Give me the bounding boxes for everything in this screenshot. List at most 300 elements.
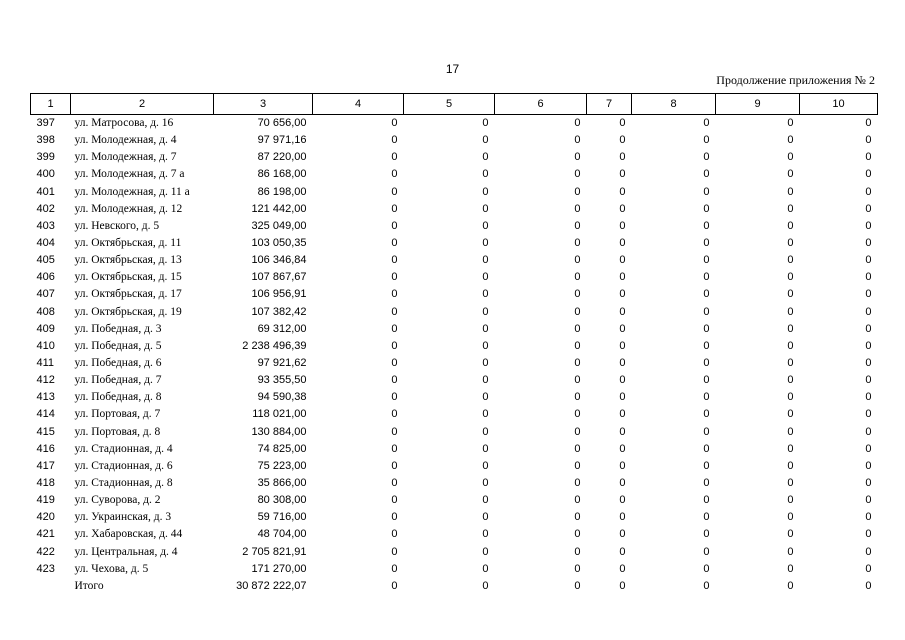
address-cell: ул. Молодежная, д. 4 xyxy=(74,134,177,147)
value-cell-col10: 0 xyxy=(865,511,872,524)
value-cell-col8: 0 xyxy=(703,271,710,284)
table-row xyxy=(31,115,878,133)
value-cell-col4: 0 xyxy=(391,151,398,164)
value-cell-col6: 0 xyxy=(574,271,581,284)
value-cell-col10: 0 xyxy=(865,374,872,387)
value-cell-col5: 0 xyxy=(482,271,489,284)
value-cell-col10: 0 xyxy=(865,442,872,455)
value-cell-col7: 0 xyxy=(619,459,626,472)
value-cell-col6: 0 xyxy=(574,494,581,507)
value-cell-col7: 0 xyxy=(619,528,626,541)
value-cell-col10: 0 xyxy=(865,425,872,438)
value-cell-col5: 0 xyxy=(482,305,489,318)
value-cell-col3: 121 442,00 xyxy=(251,202,307,215)
value-cell-col6: 0 xyxy=(574,185,581,198)
value-cell-col6: 0 xyxy=(574,219,581,232)
total-row xyxy=(31,578,878,595)
value-cell-col4: 0 xyxy=(391,202,398,215)
table-row xyxy=(31,338,878,355)
table-row xyxy=(31,561,878,578)
address-cell: ул. Победная, д. 3 xyxy=(74,322,162,335)
address-cell: ул. Молодежная, д. 12 xyxy=(74,202,183,215)
column-header-2: 2 xyxy=(71,94,214,115)
table-row xyxy=(31,321,878,338)
row-number: 399 xyxy=(36,151,55,164)
value-cell-col9: 0 xyxy=(787,305,794,318)
value-cell-col9: 0 xyxy=(787,185,794,198)
value-cell-col4: 0 xyxy=(391,374,398,387)
appendix-caption: Продолжение приложения № 2 xyxy=(716,73,875,87)
value-cell-col5: 0 xyxy=(482,391,489,404)
row-number: 407 xyxy=(36,288,55,301)
table-row xyxy=(31,286,878,303)
address-cell: ул. Портовая, д. 8 xyxy=(74,425,161,438)
address-cell: ул. Октябрьская, д. 13 xyxy=(74,254,182,267)
value-cell-col4: 0 xyxy=(391,511,398,524)
address-cell: ул. Невского, д. 5 xyxy=(74,219,160,232)
value-cell-col3: 97 921,62 xyxy=(257,357,307,370)
value-cell-col3: 80 308,00 xyxy=(257,494,307,507)
value-cell-col6: 0 xyxy=(574,459,581,472)
value-cell-col4: 0 xyxy=(391,459,398,472)
value-cell-col4: 0 xyxy=(391,528,398,541)
row-number: 416 xyxy=(36,442,55,455)
value-cell-col5: 0 xyxy=(482,545,489,558)
value-cell-col5: 0 xyxy=(482,219,489,232)
value-cell-col4: 0 xyxy=(391,117,398,130)
value-cell-col4: 0 xyxy=(391,579,398,592)
address-cell: ул. Победная, д. 7 xyxy=(74,374,162,387)
value-cell-col10: 0 xyxy=(865,305,872,318)
value-cell-col6: 0 xyxy=(574,151,581,164)
value-cell-col9: 0 xyxy=(787,219,794,232)
value-cell-col8: 0 xyxy=(703,322,710,335)
value-cell-col8: 0 xyxy=(703,391,710,404)
value-cell-col4: 0 xyxy=(391,425,398,438)
row-number: 403 xyxy=(36,219,55,232)
table-row xyxy=(31,166,878,183)
address-cell: ул. Победная, д. 8 xyxy=(74,391,162,404)
value-cell-col10: 0 xyxy=(865,322,872,335)
value-cell-col10: 0 xyxy=(865,117,872,130)
value-cell-col6: 0 xyxy=(574,322,581,335)
address-cell: ул. Молодежная, д. 7 а xyxy=(74,168,185,181)
table-row xyxy=(31,355,878,372)
row-number: 417 xyxy=(36,459,55,472)
value-cell-col9: 0 xyxy=(787,271,794,284)
value-cell-col3: 87 220,00 xyxy=(257,151,307,164)
value-cell-col7: 0 xyxy=(619,134,626,147)
table-body xyxy=(31,115,878,595)
value-cell-col3: 171 270,00 xyxy=(251,562,307,575)
value-cell-col5: 0 xyxy=(482,562,489,575)
value-cell-col6: 0 xyxy=(574,339,581,352)
value-cell-col4: 0 xyxy=(391,185,398,198)
value-cell-col3: 107 382,42 xyxy=(251,305,307,318)
value-cell-col9: 0 xyxy=(787,288,794,301)
table-row xyxy=(31,458,878,475)
value-cell-col10: 0 xyxy=(865,237,872,250)
value-cell-col3: 86 198,00 xyxy=(257,185,307,198)
address-cell: ул. Молодежная, д. 11 а xyxy=(74,185,190,198)
value-cell-col9: 0 xyxy=(787,459,794,472)
row-number: 402 xyxy=(36,202,55,215)
value-cell-col7: 0 xyxy=(619,117,626,130)
value-cell-col3: 2 705 821,91 xyxy=(242,545,307,558)
value-cell-col3: 106 346,84 xyxy=(251,254,307,267)
value-cell-col3: 93 355,50 xyxy=(257,374,307,387)
row-number: 411 xyxy=(36,357,55,370)
row-number: 413 xyxy=(36,391,55,404)
table-row xyxy=(31,492,878,509)
value-cell-col3: 325 049,00 xyxy=(251,219,307,232)
value-cell-col9: 0 xyxy=(787,322,794,335)
column-header-1: 1 xyxy=(31,94,71,115)
address-cell: ул. Стадионная, д. 4 xyxy=(74,442,173,455)
row-number: 410 xyxy=(36,339,55,352)
value-cell-col10: 0 xyxy=(865,391,872,404)
value-cell-col4: 0 xyxy=(391,442,398,455)
row-number: 406 xyxy=(36,271,55,284)
value-cell-col6: 0 xyxy=(574,545,581,558)
value-cell-col4: 0 xyxy=(391,168,398,181)
address-cell: ул. Портовая, д. 7 xyxy=(74,408,161,421)
address-cell: ул. Суворова, д. 2 xyxy=(74,494,161,507)
value-cell-col9: 0 xyxy=(787,237,794,250)
row-number: 412 xyxy=(36,374,55,387)
value-cell-col8: 0 xyxy=(703,134,710,147)
value-cell-col6: 0 xyxy=(574,134,581,147)
row-number: 401 xyxy=(36,185,55,198)
value-cell-col7: 0 xyxy=(619,168,626,181)
value-cell-col3: 107 867,67 xyxy=(251,271,307,284)
value-cell-col9: 0 xyxy=(787,528,794,541)
value-cell-col3: 130 884,00 xyxy=(251,425,307,438)
value-cell-col3: 86 168,00 xyxy=(257,168,307,181)
value-cell-col9: 0 xyxy=(787,562,794,575)
value-cell-col4: 0 xyxy=(391,391,398,404)
value-cell-col10: 0 xyxy=(865,168,872,181)
value-cell-col6: 0 xyxy=(574,562,581,575)
value-cell-col10: 0 xyxy=(865,151,872,164)
column-header-5: 5 xyxy=(404,94,495,115)
value-cell-col9: 0 xyxy=(787,425,794,438)
value-cell-col10: 0 xyxy=(865,185,872,198)
value-cell-col6: 0 xyxy=(574,511,581,524)
value-cell-col7: 0 xyxy=(619,494,626,507)
address-cell: ул. Октябрьская, д. 19 xyxy=(74,305,182,318)
value-cell-col7: 0 xyxy=(619,374,626,387)
table-row xyxy=(31,132,878,149)
value-cell-col6: 0 xyxy=(574,254,581,267)
value-cell-col10: 0 xyxy=(865,271,872,284)
value-cell-col6: 0 xyxy=(574,168,581,181)
value-cell-col5: 0 xyxy=(482,339,489,352)
value-cell-col5: 0 xyxy=(482,168,489,181)
row-number: 414 xyxy=(36,408,55,421)
table-row xyxy=(31,372,878,389)
value-cell-col7: 0 xyxy=(619,305,626,318)
value-cell-col4: 0 xyxy=(391,305,398,318)
value-cell-col8: 0 xyxy=(703,288,710,301)
value-cell-col5: 0 xyxy=(482,237,489,250)
value-cell-col3: 94 590,38 xyxy=(257,391,307,404)
value-cell-col8: 0 xyxy=(703,237,710,250)
value-cell-col7: 0 xyxy=(619,237,626,250)
table-row xyxy=(31,389,878,406)
address-cell: Итого xyxy=(74,579,104,592)
value-cell-col7: 0 xyxy=(619,408,626,421)
value-cell-col7: 0 xyxy=(619,339,626,352)
value-cell-col3: 74 825,00 xyxy=(257,442,307,455)
address-cell: ул. Украинская, д. 3 xyxy=(74,511,172,524)
value-cell-col9: 0 xyxy=(787,168,794,181)
page-number: 17 xyxy=(445,62,460,76)
value-cell-col9: 0 xyxy=(787,511,794,524)
value-cell-col4: 0 xyxy=(391,357,398,370)
table-row xyxy=(31,184,878,201)
row-number: 408 xyxy=(36,305,55,318)
value-cell-col8: 0 xyxy=(703,425,710,438)
value-cell-col3: 103 050,35 xyxy=(251,237,307,250)
value-cell-col3: 118 021,00 xyxy=(252,408,307,421)
table-row xyxy=(31,149,878,166)
value-cell-col9: 0 xyxy=(787,117,794,130)
value-cell-col8: 0 xyxy=(703,305,710,318)
address-cell: ул. Победная, д. 6 xyxy=(74,357,162,370)
value-cell-col8: 0 xyxy=(703,374,710,387)
value-cell-col10: 0 xyxy=(865,477,872,490)
table-row xyxy=(31,218,878,235)
column-header-7: 7 xyxy=(587,94,632,115)
value-cell-col6: 0 xyxy=(574,477,581,490)
value-cell-col8: 0 xyxy=(703,151,710,164)
value-cell-col9: 0 xyxy=(787,408,794,421)
value-cell-col6: 0 xyxy=(574,528,581,541)
value-cell-col7: 0 xyxy=(619,219,626,232)
value-cell-col5: 0 xyxy=(482,117,489,130)
column-header-9: 9 xyxy=(716,94,800,115)
value-cell-col6: 0 xyxy=(574,408,581,421)
table-row xyxy=(31,269,878,286)
value-cell-col5: 0 xyxy=(482,151,489,164)
value-cell-col6: 0 xyxy=(574,374,581,387)
value-cell-col9: 0 xyxy=(787,134,794,147)
value-cell-col8: 0 xyxy=(703,117,710,130)
value-cell-col10: 0 xyxy=(865,459,872,472)
value-cell-col10: 0 xyxy=(865,219,872,232)
address-cell: ул. Октябрьская, д. 11 xyxy=(74,237,182,250)
value-cell-col9: 0 xyxy=(787,374,794,387)
value-cell-col3: 59 716,00 xyxy=(257,511,307,524)
value-cell-col7: 0 xyxy=(619,322,626,335)
value-cell-col6: 0 xyxy=(574,305,581,318)
value-cell-col8: 0 xyxy=(703,442,710,455)
value-cell-col9: 0 xyxy=(787,202,794,215)
value-cell-col4: 0 xyxy=(391,322,398,335)
address-cell: ул. Матросова, д. 16 xyxy=(74,117,174,130)
table-row xyxy=(31,201,878,218)
value-cell-col6: 0 xyxy=(574,288,581,301)
table-row xyxy=(31,544,878,561)
value-cell-col10: 0 xyxy=(865,528,872,541)
value-cell-col5: 0 xyxy=(482,322,489,335)
value-cell-col9: 0 xyxy=(787,339,794,352)
address-cell: ул. Октябрьская, д. 15 xyxy=(74,271,182,284)
value-cell-col10: 0 xyxy=(865,339,872,352)
value-cell-col5: 0 xyxy=(482,511,489,524)
value-cell-col8: 0 xyxy=(703,459,710,472)
address-cell: ул. Чехова, д. 5 xyxy=(74,562,149,575)
value-cell-col10: 0 xyxy=(865,357,872,370)
value-cell-col5: 0 xyxy=(482,357,489,370)
table-row xyxy=(31,475,878,492)
address-cell: ул. Стадионная, д. 8 xyxy=(74,477,173,490)
value-cell-col10: 0 xyxy=(865,562,872,575)
value-cell-col5: 0 xyxy=(482,528,489,541)
row-number: 423 xyxy=(36,562,55,575)
row-number: 400 xyxy=(36,168,55,181)
address-cell: ул. Октябрьская, д. 17 xyxy=(74,288,182,301)
value-cell-col9: 0 xyxy=(787,357,794,370)
value-cell-col8: 0 xyxy=(703,562,710,575)
value-cell-col4: 0 xyxy=(391,477,398,490)
value-cell-col8: 0 xyxy=(703,528,710,541)
value-cell-col5: 0 xyxy=(482,459,489,472)
value-cell-col7: 0 xyxy=(619,391,626,404)
value-cell-col3: 30 872 222,07 xyxy=(236,579,307,592)
value-cell-col9: 0 xyxy=(787,545,794,558)
column-header-4: 4 xyxy=(313,94,404,115)
row-number: 398 xyxy=(36,134,55,147)
value-cell-col5: 0 xyxy=(482,494,489,507)
value-cell-col4: 0 xyxy=(391,339,398,352)
value-cell-col7: 0 xyxy=(619,254,626,267)
value-cell-col6: 0 xyxy=(574,425,581,438)
column-header-10: 10 xyxy=(800,94,878,115)
value-cell-col10: 0 xyxy=(865,408,872,421)
value-cell-col7: 0 xyxy=(619,151,626,164)
value-cell-col8: 0 xyxy=(703,477,710,490)
value-cell-col7: 0 xyxy=(619,545,626,558)
column-header-8: 8 xyxy=(632,94,716,115)
value-cell-col8: 0 xyxy=(703,168,710,181)
value-cell-col3: 106 956,91 xyxy=(251,288,307,301)
value-cell-col10: 0 xyxy=(865,134,872,147)
value-cell-col9: 0 xyxy=(787,579,794,592)
value-cell-col8: 0 xyxy=(703,202,710,215)
value-cell-col4: 0 xyxy=(391,237,398,250)
value-cell-col4: 0 xyxy=(391,288,398,301)
value-cell-col10: 0 xyxy=(865,202,872,215)
value-cell-col3: 75 223,00 xyxy=(257,459,307,472)
value-cell-col10: 0 xyxy=(865,288,872,301)
value-cell-col5: 0 xyxy=(482,579,489,592)
table-row xyxy=(31,406,878,423)
value-cell-col8: 0 xyxy=(703,339,710,352)
value-cell-col6: 0 xyxy=(574,357,581,370)
value-cell-col8: 0 xyxy=(703,408,710,421)
row-number: 397 xyxy=(36,117,55,130)
value-cell-col7: 0 xyxy=(619,185,626,198)
value-cell-col7: 0 xyxy=(619,271,626,284)
table-row xyxy=(31,252,878,269)
value-cell-col9: 0 xyxy=(787,477,794,490)
row-number: 405 xyxy=(36,254,55,267)
table-row xyxy=(31,304,878,321)
value-cell-col7: 0 xyxy=(619,288,626,301)
value-cell-col4: 0 xyxy=(391,408,398,421)
value-cell-col6: 0 xyxy=(574,237,581,250)
row-number: 420 xyxy=(36,511,55,524)
table-row xyxy=(31,424,878,441)
value-cell-col10: 0 xyxy=(865,254,872,267)
value-cell-col6: 0 xyxy=(574,579,581,592)
value-cell-col7: 0 xyxy=(619,579,626,592)
value-cell-col5: 0 xyxy=(482,134,489,147)
row-number: 421 xyxy=(36,528,55,541)
value-cell-col3: 69 312,00 xyxy=(257,322,307,335)
row-number: 418 xyxy=(36,477,55,490)
address-cell: ул. Победная, д. 5 xyxy=(74,339,162,352)
value-cell-col9: 0 xyxy=(787,391,794,404)
address-cell: ул. Хабаровская, д. 44 xyxy=(74,528,183,541)
value-cell-col8: 0 xyxy=(703,254,710,267)
value-cell-col9: 0 xyxy=(787,254,794,267)
row-number: 419 xyxy=(36,494,55,507)
value-cell-col5: 0 xyxy=(482,374,489,387)
value-cell-col8: 0 xyxy=(703,494,710,507)
value-cell-col7: 0 xyxy=(619,562,626,575)
value-cell-col4: 0 xyxy=(391,271,398,284)
data-table xyxy=(30,93,878,595)
value-cell-col5: 0 xyxy=(482,442,489,455)
value-cell-col8: 0 xyxy=(703,511,710,524)
value-cell-col6: 0 xyxy=(574,117,581,130)
address-cell: ул. Центральная, д. 4 xyxy=(74,545,178,558)
value-cell-col3: 2 238 496,39 xyxy=(242,339,307,352)
address-cell: ул. Стадионная, д. 6 xyxy=(74,459,173,472)
header-row xyxy=(31,94,878,115)
value-cell-col6: 0 xyxy=(574,442,581,455)
value-cell-col5: 0 xyxy=(482,477,489,490)
value-cell-col5: 0 xyxy=(482,202,489,215)
value-cell-col5: 0 xyxy=(482,288,489,301)
value-cell-col4: 0 xyxy=(391,254,398,267)
value-cell-col3: 35 866,00 xyxy=(257,477,307,490)
value-cell-col8: 0 xyxy=(703,185,710,198)
value-cell-col6: 0 xyxy=(574,202,581,215)
table-row xyxy=(31,235,878,252)
value-cell-col7: 0 xyxy=(619,477,626,490)
row-number: 422 xyxy=(36,545,55,558)
value-cell-col4: 0 xyxy=(391,494,398,507)
value-cell-col10: 0 xyxy=(865,494,872,507)
value-cell-col9: 0 xyxy=(787,151,794,164)
value-cell-col5: 0 xyxy=(482,185,489,198)
column-header-3: 3 xyxy=(214,94,313,115)
value-cell-col3: 97 971,16 xyxy=(257,134,307,147)
value-cell-col8: 0 xyxy=(703,579,710,592)
value-cell-col4: 0 xyxy=(391,545,398,558)
value-cell-col5: 0 xyxy=(482,408,489,421)
value-cell-col8: 0 xyxy=(703,357,710,370)
value-cell-col10: 0 xyxy=(865,545,872,558)
value-cell-col4: 0 xyxy=(391,219,398,232)
column-header-6: 6 xyxy=(495,94,587,115)
value-cell-col7: 0 xyxy=(619,202,626,215)
value-cell-col7: 0 xyxy=(619,442,626,455)
